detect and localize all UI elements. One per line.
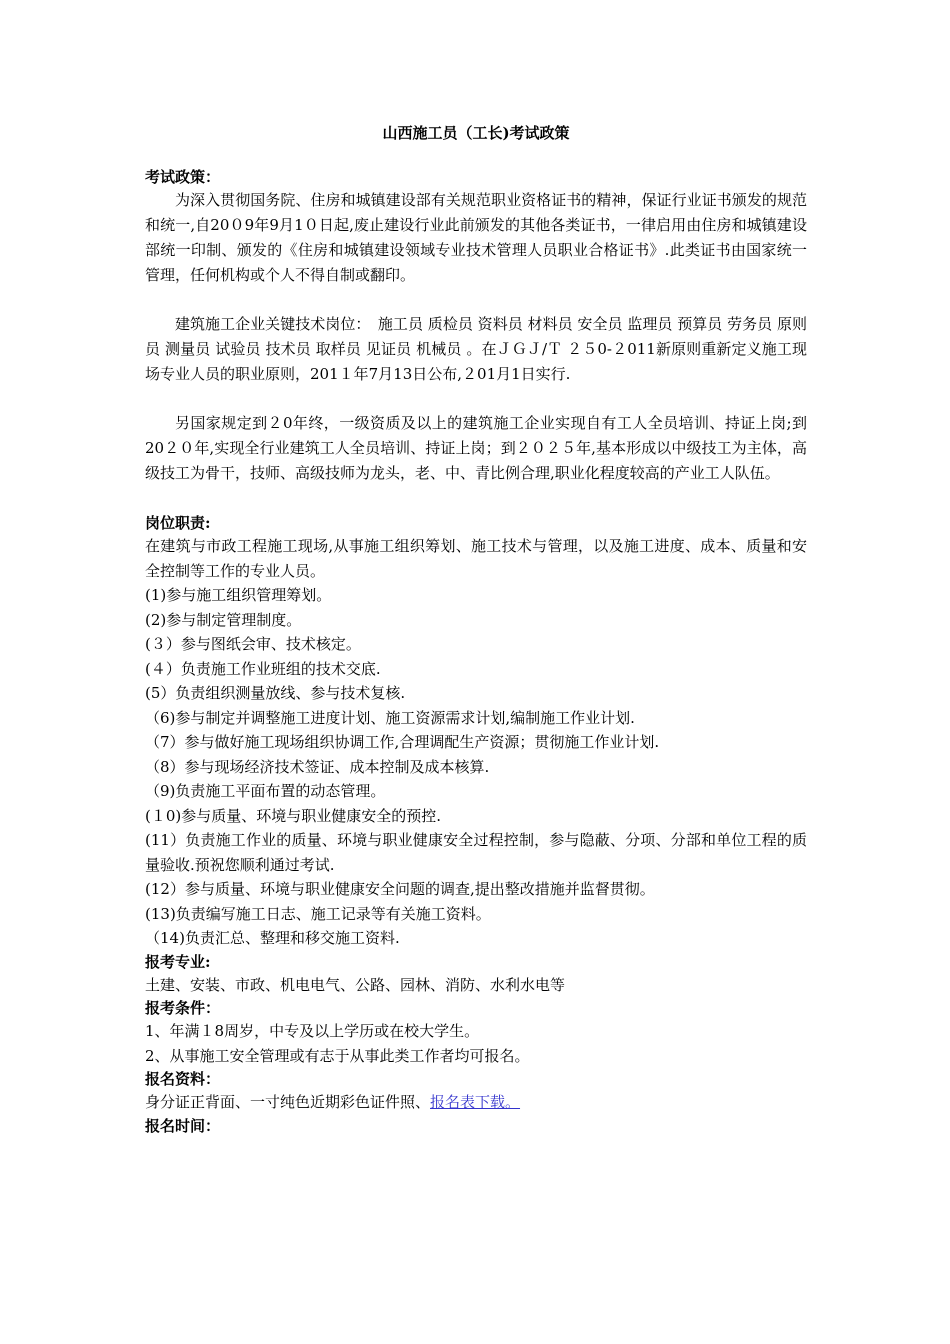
duty-item: (３）参与图纸会审、技术核定。 — [145, 635, 361, 653]
spacer — [145, 486, 807, 512]
document-body — [145, 120, 807, 1137]
policy-paragraph-2: 建筑施工企业关键技术岗位： 施工员 质检员 资料员 材料员 安全员 监理员 预算员 劳务员 原则员 测量员 试验员 技术员 取样员 见证员 机械员 。在ＪＧＪ/Ｔ ２５0-２011新原则重新定义施工现场专业人员的职业原则，201１年7月13日公布,２01月1日实行. — [145, 315, 807, 383]
duty-item: (13)负责编写施工日志、施工记录等有关施工资料。 — [145, 904, 491, 923]
policy-paragraph-1: 为深入贯彻国务院、住房和城镇建设部有关规范职业资格证书的精神，保证行业证书颁发的规范和统一,自20０9年9月1０日起,废止建设行业此前颁发的其他各类证书，一律启用由住房和城镇建设部统一印制、颁发的《住房和城镇建设领域专业技术管理人员职业合格证书》.此类证书由国家统一管理，任何机构或个人不得自制或翻印。 — [145, 191, 807, 284]
document-title: 山西施工员（工长)考试政策 — [382, 124, 570, 142]
duty-heading: 岗位职责: — [145, 514, 211, 532]
duty-item: (5）负责组织测量放线、参与技术复核. — [145, 684, 406, 702]
duty-item: (４）负责施工作业班组的技术交底. — [145, 659, 381, 678]
duty-item: (1)参与施工组织管理筹划。 — [145, 586, 332, 604]
registration-form-download-link[interactable]: 报名表下载。 — [430, 1093, 521, 1111]
duty-intro: 在建筑与市政工程施工现场,从事施工组织筹划、施工技术与管理，以及施工进度、成本、质量和安全控制等工作的专业人员。 — [145, 537, 807, 580]
condition-item: 2、从事施工安全管理或有志于从事此类工作者均可报名。 — [145, 1046, 530, 1065]
duty-item: （7）参与做好施工现场组织协调工作,合理调配生产资源；贯彻施工作业计划. — [145, 733, 660, 751]
major-heading: 报考专业: — [145, 952, 211, 971]
major-list: 土建、安装、市政、机电电气、公路、园林、消防、水利水电等 — [145, 975, 566, 994]
material-line — [145, 1090, 807, 1115]
duty-item: （9)负责施工平面布置的动态管理。 — [145, 782, 386, 800]
time-heading: 报名时间： — [145, 1116, 221, 1135]
duty-item: (12）参与质量、环境与职业健康安全问题的调查,提出整改措施并监督贯彻。 — [145, 880, 655, 898]
policy-heading: 考试政策： — [145, 168, 221, 186]
spacer — [145, 387, 807, 411]
duty-item: (１0)参与质量、环境与职业健康安全的预控. — [145, 806, 442, 825]
condition-item: 1、年满１8周岁，中专及以上学历或在校大学生。 — [145, 1022, 480, 1040]
material-text: 身分证正背面、一寸纯色近期彩色证件照、 — [145, 1093, 431, 1111]
policy-paragraph-3: 另国家规定到２0年终，一级资质及以上的建筑施工企业实现自有工人全员培训、持证上岗;到20２０年,实现全行业建筑工人全员培训、持证上岗；到２０２５年,基本形成以中级技工为主体，高级技工为骨干，技师、高级技师为龙头，老、中、青比例合理,职业化程度较高的产业工人队伍。 — [145, 414, 807, 482]
duty-item: （6)参与制定并调整施工进度计划、施工资源需求计划,编制施工作业计划. — [145, 708, 635, 727]
material-heading: 报名资料： — [145, 1070, 221, 1088]
duty-item: （14)负责汇总、整理和移交施工资料. — [145, 929, 400, 947]
duty-item: (2)参与制定管理制度。 — [145, 610, 302, 629]
duty-item: （8）参与现场经济技术签证、成本控制及成本核算. — [145, 757, 490, 776]
duty-item: (11）负责施工作业的质量、环境与职业健康安全过程控制，参与隐蔽、分项、分部和单位工程的质量验收.预祝您顺利通过考试. — [145, 831, 807, 874]
spacer — [145, 288, 807, 312]
condition-heading: 报考条件： — [145, 999, 221, 1017]
